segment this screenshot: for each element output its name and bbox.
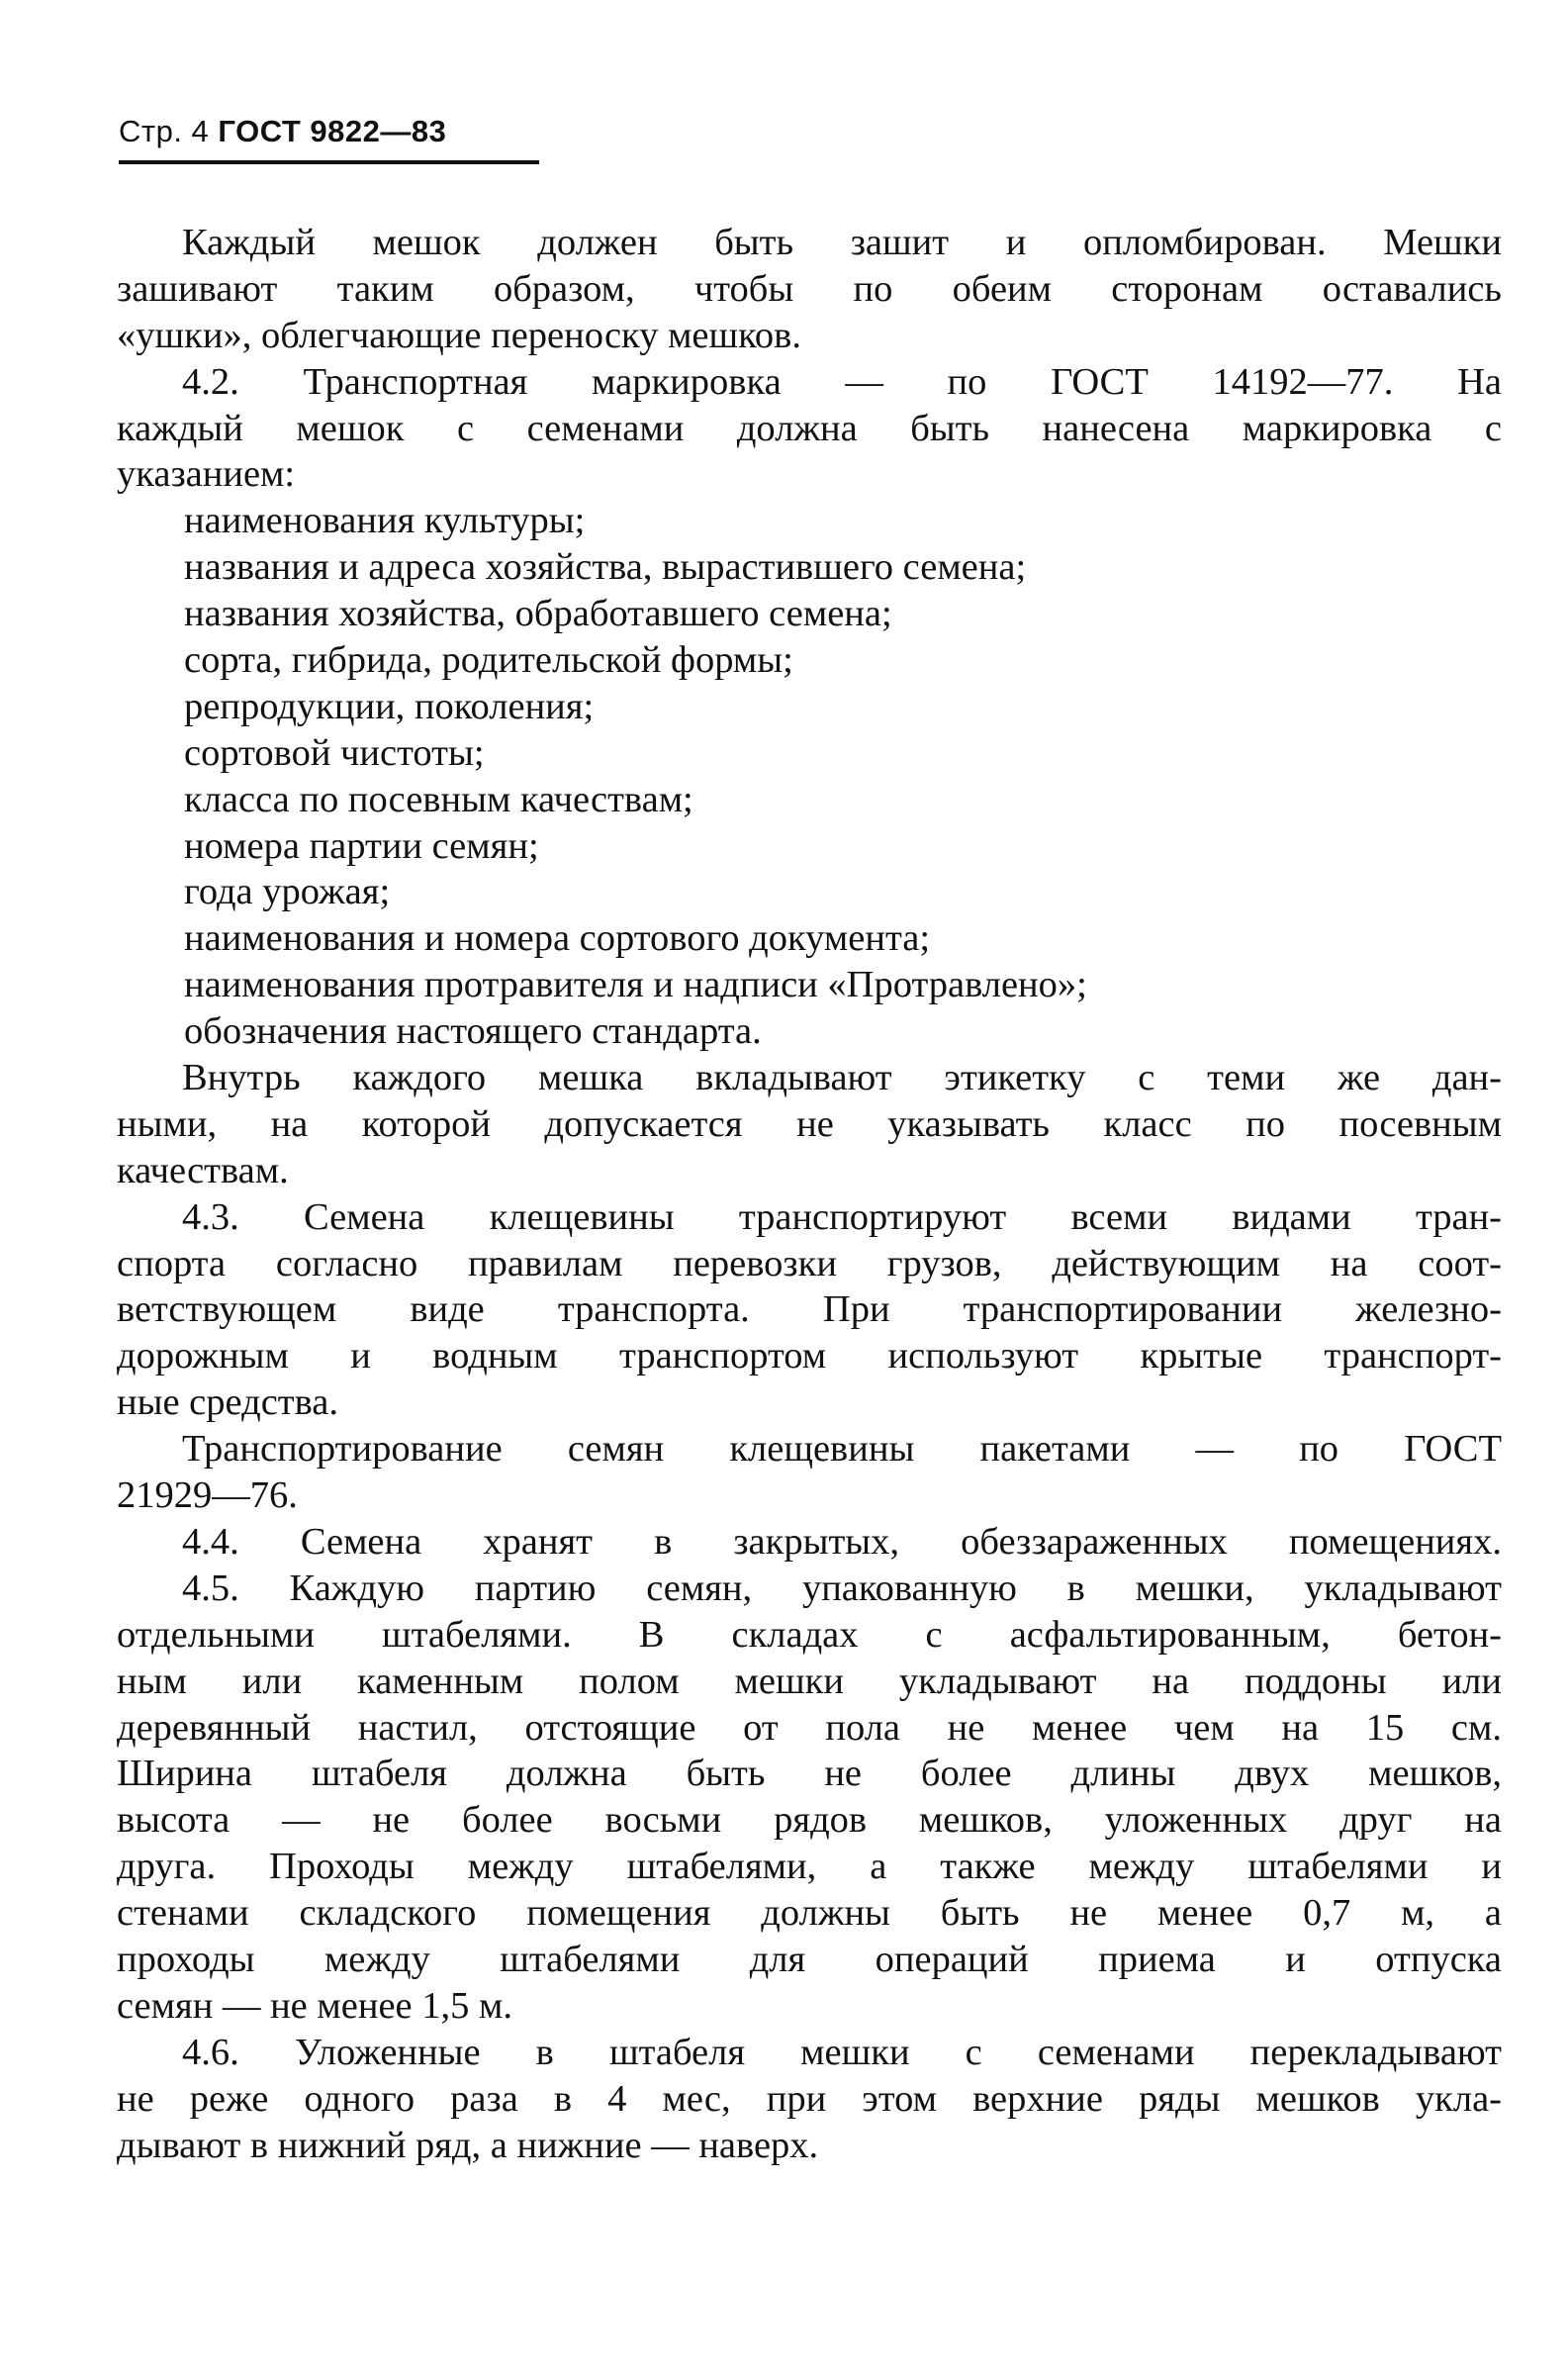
text-line: друга. Проходы между штабелями, а также между штабелями и (117, 1846, 1502, 1888)
text-line: высота — не более восьми рядов мешков, уложенных друг на (117, 1799, 1502, 1842)
section-4-2-heading: 4.2. Транспортная маркировка — по ГОСТ 14192—77. На (182, 360, 1502, 403)
list-item: наименования протравителя и надписи «Протравлено»; (184, 964, 1087, 1006)
list-item: названия хозяйства, обработавшего семена; (184, 593, 892, 635)
section-4-3-heading: 4.3. Семена клещевины транспортируют всеми видами тран- (182, 1195, 1502, 1238)
text-line: проходы между штабелями для операций приема и отпуска (117, 1938, 1502, 1980)
list-item: названия и адреса хозяйства, вырастившего семена; (184, 546, 1027, 589)
page-number: Стр. 4 (119, 114, 210, 148)
page-header (119, 114, 446, 149)
text-line: качествам. (117, 1149, 289, 1191)
text-line: не реже одного раза в 4 мес, при этом верхние ряды мешков укла- (117, 2077, 1502, 2120)
list-item: года урожая; (184, 871, 391, 913)
section-4-6-heading: 4.6. Уложенные в штабеля мешки с семенами перекладывают (182, 2031, 1502, 2073)
section-4-5-heading: 4.5. Каждую партию семян, упакованную в мешки, укладывают (182, 1567, 1502, 1609)
text-line: спорта согласно правилам перевозки грузов, действующим на соот- (117, 1242, 1502, 1284)
text-line: 21929—76. (117, 1474, 298, 1517)
text-line: ными, на которой допускается не указывать класс по посевным (117, 1102, 1502, 1145)
text-line: ные средства. (117, 1381, 338, 1424)
standard-number: ГОСТ 9822—83 (218, 114, 447, 148)
text-line: зашивают таким образом, чтобы по обеим сторонам оставались (117, 267, 1502, 310)
text-line: дывают в нижний ряд, а нижние — наверх. (117, 2124, 819, 2166)
text-line: отдельными штабелями. В складах с асфальтированным, бетон- (117, 1613, 1502, 1656)
list-item: сортовой чистоты; (184, 731, 485, 774)
text-line: ным или каменным полом мешки укладывают на поддоны или (117, 1660, 1502, 1702)
text-line: Ширина штабеля должна быть не более длины двух мешков, (117, 1753, 1502, 1795)
text-line: указанием: (117, 453, 296, 496)
list-item: наименования культуры; (184, 500, 586, 542)
text-line: каждый мешок с семенами должна быть нанесена маркировка с (117, 407, 1502, 449)
list-item: обозначения настоящего стандарта. (184, 1010, 762, 1053)
text-line: ветствующем виде транспорта. При транспортировании железно- (117, 1288, 1502, 1331)
list-item: класса по посевным качествам; (184, 778, 693, 820)
text-line: стенами складского помещения должны быть не менее 0,7 м, а (117, 1892, 1502, 1935)
text-line: деревянный настил, отстоящие от пола не менее чем на 15 см. (117, 1706, 1502, 1749)
body-text (117, 220, 1502, 2168)
section-4-4-heading: 4.4. Семена хранят в закрытых, обеззараженных помещениях. (182, 1520, 1502, 1563)
text-line: дорожным и водным транспортом используют крытые транспорт- (117, 1335, 1502, 1377)
list-item: сорта, гибрида, родительской формы; (184, 639, 793, 682)
text-line: Каждый мешок должен быть зашит и опломбирован. Мешки (182, 222, 1502, 263)
list-item: номера партии семян; (184, 824, 539, 867)
text-line: Транспортирование семян клещевины пакетами — по ГОСТ (182, 1428, 1502, 1471)
text-line: семян — не менее 1,5 м. (117, 1984, 512, 2027)
list-item: наименования и номера сортового документа; (184, 917, 931, 960)
text-line: Внутрь каждого мешка вкладывают этикетку с теми же дан- (182, 1057, 1502, 1099)
text-line: «ушки», облегчающие переноску мешков. (117, 314, 801, 356)
list-item: репродукции, поколения; (184, 685, 595, 727)
header-rule (119, 160, 539, 164)
